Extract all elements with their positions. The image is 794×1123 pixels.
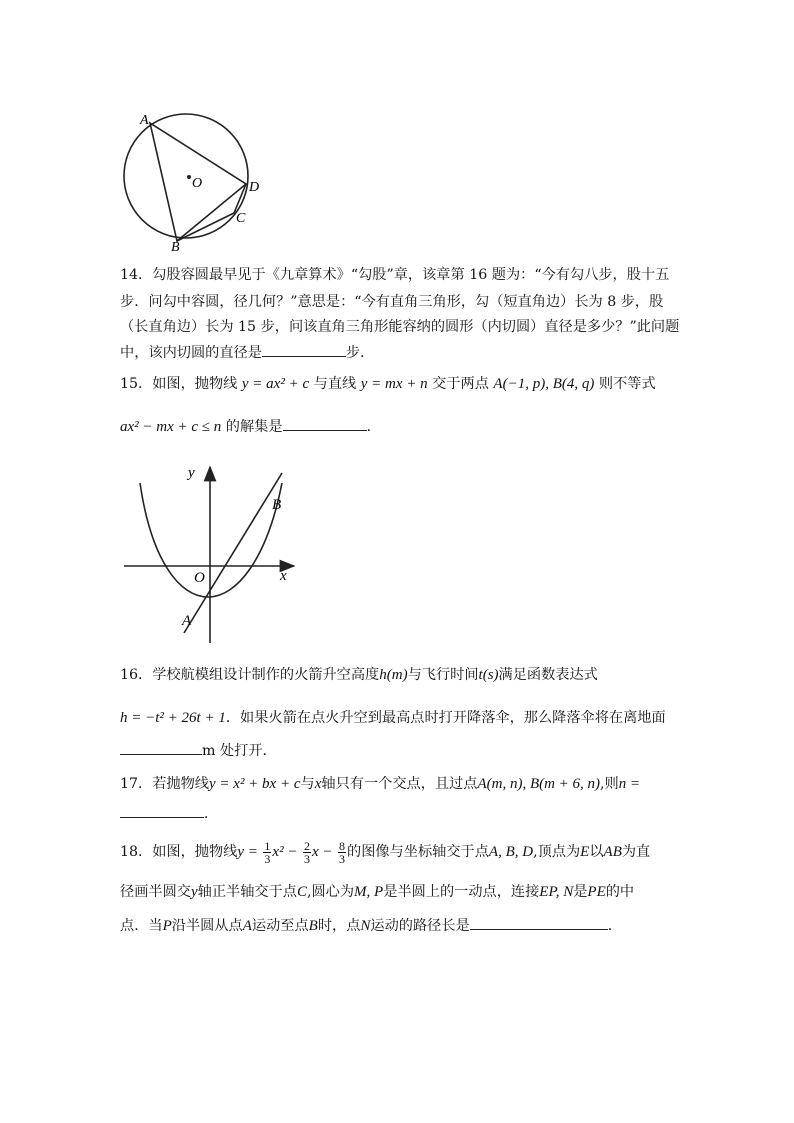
label-origin: O <box>194 570 205 586</box>
q15-text-c: 交于两点 <box>432 376 489 392</box>
q18-pe: PE <box>587 884 606 900</box>
q18-y: y = <box>237 844 258 860</box>
q17-equation: y = x² + bx + c <box>209 776 301 792</box>
q14-answer-blank[interactable] <box>262 342 346 357</box>
parabola-figure <box>122 455 300 645</box>
q18-frac-2: $\frac{2}{3}$ <box>303 838 310 866</box>
q16-time: t(s) <box>478 667 499 683</box>
q18-text-o: 时，点 <box>317 918 361 934</box>
q18-text-j: 是 <box>573 884 588 900</box>
q16-equation: h = −t² + 26t + 1 <box>120 710 226 726</box>
q18-b: B <box>308 918 318 934</box>
q18-text-f: 径画半圆交 <box>120 884 191 900</box>
q17-line2 <box>120 803 218 824</box>
q14-unit: 步． <box>345 345 375 361</box>
q18-x: x − <box>311 844 333 860</box>
q18-text-d: 以 <box>589 844 604 860</box>
q15-end: ． <box>366 419 381 435</box>
q16-text-d: ．如果火箭在点火升空到最高点时打开降落伞，那么降落伞将在离地面 <box>225 710 666 726</box>
q18-x2: x² − <box>272 844 298 860</box>
q18-n: N <box>360 918 371 934</box>
q18-text-i: 是半圆上的一动点，连接 <box>383 884 540 900</box>
q16-line2 <box>120 708 666 728</box>
q17-line1 <box>120 774 640 794</box>
q16-text-b: 与飞行时间 <box>407 667 479 683</box>
q18-text-e: 为直 <box>621 844 651 860</box>
q14-line1: 14．勾股容圆最早见于《九章算术》“勾股”章，该章第 16 题为：“今有勾八步，股十五 <box>120 267 670 283</box>
q18-text-k: 的中 <box>605 884 635 900</box>
q16-text-a: 16．学校航模组设计制作的火箭升空高度 <box>120 667 380 683</box>
q17-n: n = <box>618 776 641 792</box>
q15-points: A(−1, p), B(4, q) <box>493 376 595 392</box>
circle-figure <box>118 108 268 253</box>
label-b: B <box>171 240 180 253</box>
q15-text-e: 的解集是 <box>225 419 283 435</box>
q18-p: P <box>162 918 172 934</box>
q18-frac-3: $\frac{8}{3}$ <box>339 838 346 866</box>
q18-text-m: 沿半圆从点 <box>171 918 243 934</box>
q18-text-b: 的图像与坐标轴交于点 <box>347 844 489 860</box>
q17-text-b: 与 <box>300 776 315 792</box>
q16-height: h(m) <box>379 667 408 683</box>
q18-y2: y <box>190 884 198 900</box>
q15-inequality: ax² − mx + c ≤ n <box>120 419 222 435</box>
q17-text-d: ,则 <box>600 776 619 792</box>
label-b2: B <box>272 497 282 513</box>
q18-text-a: 18．如图，抛物线 <box>120 844 238 860</box>
q16-text-c: 满足函数表达式 <box>498 667 598 683</box>
q16-line1 <box>120 665 598 685</box>
q14-text: 中，该内切圆的直径是 <box>120 345 262 361</box>
label-x: x <box>280 568 287 584</box>
q17-x: x <box>314 776 322 792</box>
q18-ab: AB <box>603 844 622 860</box>
q15-eq-parabola: y = ax² + c <box>241 376 310 392</box>
q18-text-g: 轴正半轴交于点 <box>197 884 297 900</box>
q14-line4 <box>120 342 374 363</box>
center-dot <box>187 175 191 179</box>
q15-text-a: 15．如图，抛物线 <box>120 376 238 392</box>
q18-line1 <box>120 838 650 866</box>
q16-line3 <box>120 740 277 761</box>
circle-o <box>124 114 248 238</box>
q16-answer-blank[interactable] <box>120 740 202 755</box>
label-a2: A <box>182 613 192 629</box>
q18-text-p: 运动的路径长是 <box>370 918 470 934</box>
q18-answer-blank[interactable] <box>470 915 608 930</box>
q17-answer-blank[interactable] <box>120 803 204 818</box>
q18-e: E <box>580 844 590 860</box>
parabola-curve <box>140 483 282 597</box>
q18-points: A, B, D <box>488 844 534 860</box>
label-y: y <box>188 465 195 481</box>
label-c: C <box>236 211 246 226</box>
q18-text-n: 运动至点 <box>251 918 309 934</box>
q15-text-d: 则不等式 <box>598 376 656 392</box>
q15-eq-line: y = mx + n <box>360 376 428 392</box>
label-d: D <box>249 180 260 195</box>
q17-end: ． <box>204 806 219 822</box>
q14-line2: 步．问勾中容圆，径几何？”意思是：“今有直角三角形，勾（短直角边）长为 8 步，股 <box>120 294 664 310</box>
q18-frac-1: $\frac{1}{3}$ <box>264 838 271 866</box>
label-o: O <box>192 176 203 191</box>
q18-epn: EP, N <box>539 884 574 900</box>
q17-text-a: 17．若抛物线 <box>120 776 209 792</box>
q18-mp: M, P <box>354 884 384 900</box>
q18-text-l: 点．当 <box>120 918 163 934</box>
q15-line2 <box>120 416 381 437</box>
q14-line3: （长直角边）长为 15 步，问该直角三角形能容纳的圆形（内切圆）直径是多少？”此问题 <box>120 319 680 335</box>
q15-text-b: 与直线 <box>313 376 357 392</box>
q18-text-h: ,圆心为 <box>306 884 355 900</box>
q18-text-c: ,顶点为 <box>533 844 581 860</box>
label-a: A <box>140 113 149 128</box>
q18-c: C <box>296 884 307 900</box>
q18-line2 <box>120 882 634 902</box>
q18-line3 <box>120 915 622 936</box>
q18-a: A <box>242 918 252 934</box>
line-ab <box>184 473 282 633</box>
q17-text-c: 轴只有一个交点，且过点 <box>321 776 478 792</box>
q15-line1 <box>120 374 656 394</box>
q18-end: ． <box>607 918 622 934</box>
q15-answer-blank[interactable] <box>283 416 367 431</box>
q17-points: A(m, n), B(m + 6, n) <box>477 776 601 792</box>
q16-unit: m 处打开． <box>202 743 277 759</box>
